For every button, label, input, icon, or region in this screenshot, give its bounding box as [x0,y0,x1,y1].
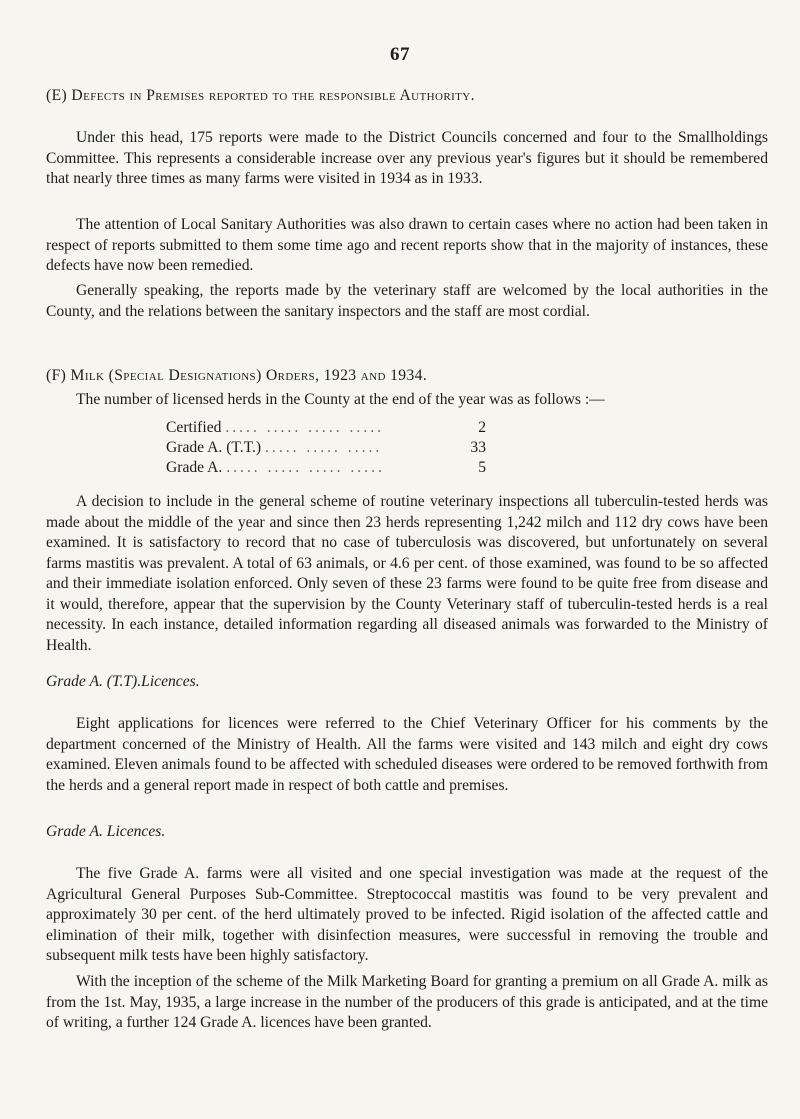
section-e-body-3 [46,281,768,322]
table-row: Grade A. ..... ..... ..... ..... 5 [166,459,486,476]
grade-a-body-2 [46,972,768,1034]
row-label: Certified [166,419,222,436]
paragraph: The attention of Local Sanitary Authorities was also drawn to certain cases where no action had been taken in respect of reports submitted to them some time ago and recent reports show that in the majority of instances, these defects have now been remedied. [46,216,768,274]
paragraph: Generally speaking, the reports made by the veterinary staff are welcomed by the local authorities in the County, and the relations between the sanitary inspectors and the staff are most cordial. [46,282,768,320]
paragraph: Under this head, 175 reports were made to the District Councils concerned and four to the Smallholdings Committee. This represents a considerable increase over any previous year's figures but it should be remembered that nearly three times as many farms were visited in 1934 as in 1933. [46,129,768,187]
row-label: Grade A. (T.T.) [166,439,262,456]
paragraph: With the inception of the scheme of the Milk Marketing Board for granting a premium on all Grade A. milk as from the 1st. May, 1935, a large increase in the number of the producers of this grade is anticipated, and at the time of writing, a further 124 Grade A. licences have been granted. [46,973,768,1031]
page-number: 67 [390,44,410,65]
grade-a-tt-subheading: Grade A. (T.T).Licences. [46,673,200,690]
row-value: 33 [470,439,486,456]
paragraph: Eight applications for licences were referred to the Chief Veterinary Officer for his comments by the department concerned of the Ministry of Health. All the farms were visited and 143 milch and eight dry cows examined. Eleven animals found to be affected with scheduled diseases were ordered to be removed forthwith from the herds and a general report made in respect of both cattle and premises. [46,715,768,794]
paragraph: The five Grade A. farms were all visited and one special investigation was made at the request of the Agricultural General Purposes Sub-Committee. Streptococcal mastitis was found to be very prevalent and approximately 30 per cent. of the herd ultimately proved to be infected. Rigid isolation of the affected cattle and elimination of their milk, together with disinfection measures, were successful in removing the trouble and subsequent milk tests have been highly satisfactory. [46,865,768,964]
table-row: Grade A. (T.T.) ..... ..... ..... 33 [166,439,486,456]
paragraph: A decision to include in the general scheme of routine veterinary inspections all tuberculin-tested herds was made about the middle of the year and since then 23 herds representing 1,242 milch and 112 dry cows have been examined. It is satisfactory to record that no case of tuberculosis was discovered, but unfortunately on several farms mastitis was prevalent. A total of 63 animals, or 4.6 per cent. of those examined, was found to be so affected and their immediate isolation enforced. Only seven of these 23 farms were found to be quite free from disease and it would, therefore, appear that the supervision by the County Veterinary staff of tuberculin-tested herds is a real necessity. In each instance, detailed information regarding all diseased animals was forwarded to the Ministry of Health. [46,493,768,654]
table-row: Certified ..... ..... ..... ..... 2 [166,419,486,436]
section-e-heading: (E) Defects in Premises reported to the responsible Authority. [46,87,475,104]
row-value: 2 [478,419,486,436]
section-e-body [46,128,768,190]
section-f-intro-block [46,390,768,411]
section-f-intro: The number of licensed herds in the County at the end of the year was as follows :— [76,391,605,408]
section-f-heading: (F) Milk (Special Designations) Orders, 1923 and 1934. [46,367,428,384]
grade-a-body [46,864,768,967]
grade-a-tt-body [46,714,768,796]
section-e-body-2 [46,215,768,277]
row-value: 5 [478,459,486,476]
row-label: Grade A. [166,459,223,476]
section-f-body [46,492,768,656]
licensed-herds-table [166,418,486,478]
grade-a-subheading: Grade A. Licences. [46,823,166,840]
